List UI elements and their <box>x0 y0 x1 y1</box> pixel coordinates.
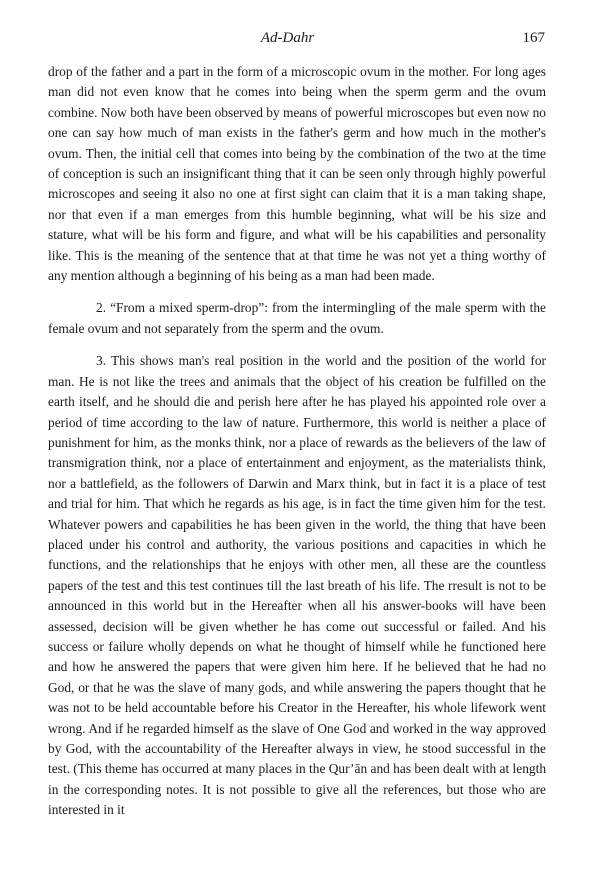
page-number: 167 <box>522 30 545 46</box>
note-3-paragraph: 3. This shows man's real position in the world and the position of the world for man. He is not like the trees and animals that the object of his creation be fulfilled on the earth itself, and he should die and perish here after he has played his appointed role over a period of time according to the law of nature. Furthermore, this world is neither a place of punishment for him, as the monks think, nor a place of rewards as the believers of the law of transmigration think, nor a place of entertainment and enjoyment, as the materialists think, nor a battlefield, as the followers of Darwin and Marx think, but in fact it is a place of test and trial for him. That which he regards as his age, is in fact the time given him for the test. Whatever powers and capabilities he has been given in the world, the thing that have been placed under his control and authority, the various positions and capacities in which he functions, and the relationships that he enjoys with other men, all these are the countless papers of the test and this test continues till the last breath of his life. The rresult is not to be announced in this world but in the Hereafter when all his answer-books will have been assessed, decision will be given whether he has come out successful or failed. And his success or failure wholly depends on what he thought of himself while he functioned here and how he answered the papers that were given him here. If he believed that he had no God, or that he was the slave of many gods, and while answering the papers thought that he was not to be held accountable before his Creator in the Hereafter, his whole lifework went wrong. And if he regarded himself as the slave of One God and worked in the way approved by God, with the accountability of the Hereafter always in view, he stood successful in the test. (This theme has occurred at many places in the Qur’ān and has been dealt with at length in the corresponding notes. It is not possible to give all the references, but those who are interested in it <box>48 353 547 818</box>
body-text <box>48 62 546 833</box>
running-title: Ad-Dahr <box>260 30 315 46</box>
running-head <box>30 30 545 52</box>
note-2-paragraph: 2. “From a mixed sperm-drop”: from the intermingling of the male sperm with the female ovum and not separately from the sperm and the ovum. <box>48 300 546 336</box>
paragraph-continuation: drop of the father and a part in the form of a microscopic ovum in the mother. For long ages man did not even know that he comes into being when the sperm germ and the ovum combine. Now both have been observed by means of powerful microscopes but even now no one can say how much of man exists in the father's germ and how much in the mother's ovum. Then, the initial cell that comes into being by the combination of the two at the time of conception is such an insignificant thing that it can be seen only through highly powerful microscopes and seeing it also no one at first sight can claim that it is a man taking shape, nor that even if a man emerges from this humble beginning, what will be his size and stature, what will be his form and figure, and what will be his capabilities and personality like. This is the meaning of the sentence that at that time he was not yet a thing worthy of any mention although a beginning of his being as a man had been made. <box>48 64 546 284</box>
